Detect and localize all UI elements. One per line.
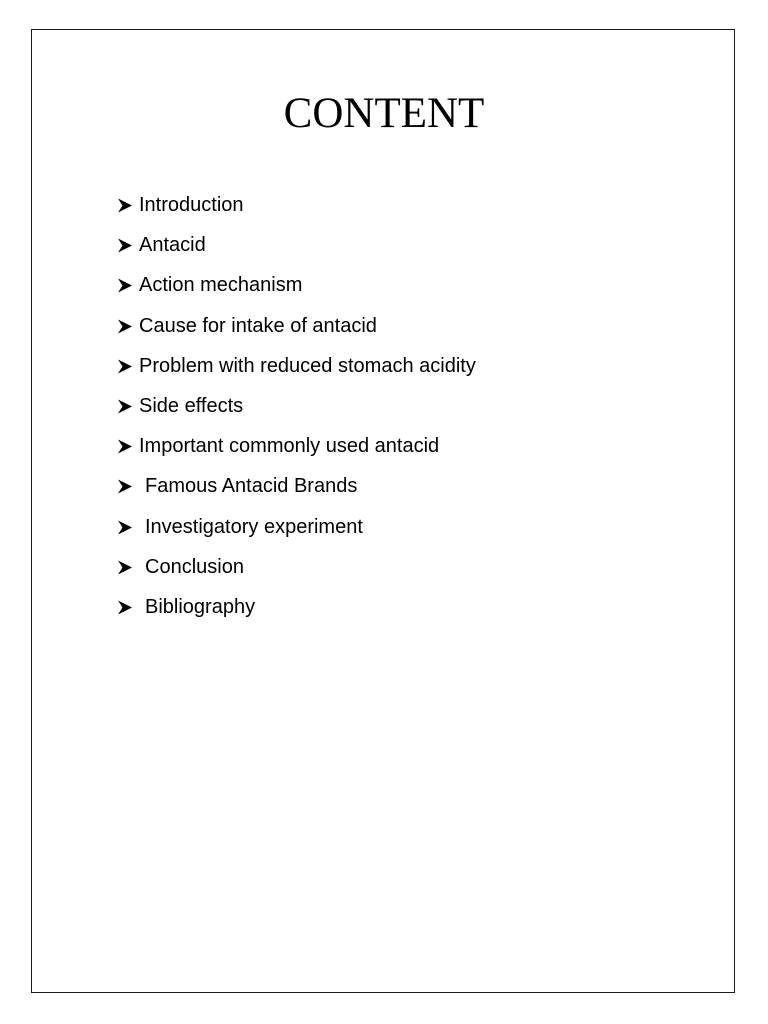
list-item-label: Conclusion xyxy=(145,555,244,578)
arrowhead-bullet-icon xyxy=(116,393,139,419)
list-item xyxy=(116,473,476,513)
list-item xyxy=(116,192,476,232)
list-item-label: Action mechanism xyxy=(139,274,303,297)
arrowhead-bullet-icon xyxy=(116,473,145,499)
list-item-label: Famous Antacid Brands xyxy=(145,475,358,498)
list-item xyxy=(116,594,476,634)
arrowhead-bullet-icon xyxy=(116,272,139,298)
list-item-label: Problem with reduced stomach acidity xyxy=(139,354,476,377)
list-item xyxy=(116,313,476,353)
list-item-label: Introduction xyxy=(139,194,244,216)
arrowhead-bullet-icon xyxy=(116,353,139,379)
arrowhead-bullet-icon xyxy=(116,433,139,459)
list-item-label: Antacid xyxy=(139,234,206,257)
page-title: CONTENT xyxy=(283,90,485,137)
arrowhead-bullet-icon xyxy=(116,514,145,540)
table-of-contents xyxy=(116,192,476,634)
list-item xyxy=(116,232,476,272)
arrowhead-bullet-icon xyxy=(116,554,145,580)
arrowhead-bullet-icon xyxy=(116,192,139,218)
list-item-label: Side effects xyxy=(139,394,244,417)
list-item xyxy=(116,272,476,312)
arrowhead-bullet-icon xyxy=(116,313,139,339)
list-item xyxy=(116,393,476,433)
arrowhead-bullet-icon xyxy=(116,594,145,620)
list-item-label: Important commonly used antacid xyxy=(139,435,440,458)
list-item xyxy=(116,433,476,473)
list-item-label: Bibliography xyxy=(145,595,256,618)
list-item-label: Cause for intake of antacid xyxy=(139,314,377,337)
list-item xyxy=(116,353,476,393)
list-item xyxy=(116,554,476,594)
list-item xyxy=(116,514,476,554)
arrowhead-bullet-icon xyxy=(116,232,139,258)
list-item-label: Investigatory experiment xyxy=(145,515,363,538)
